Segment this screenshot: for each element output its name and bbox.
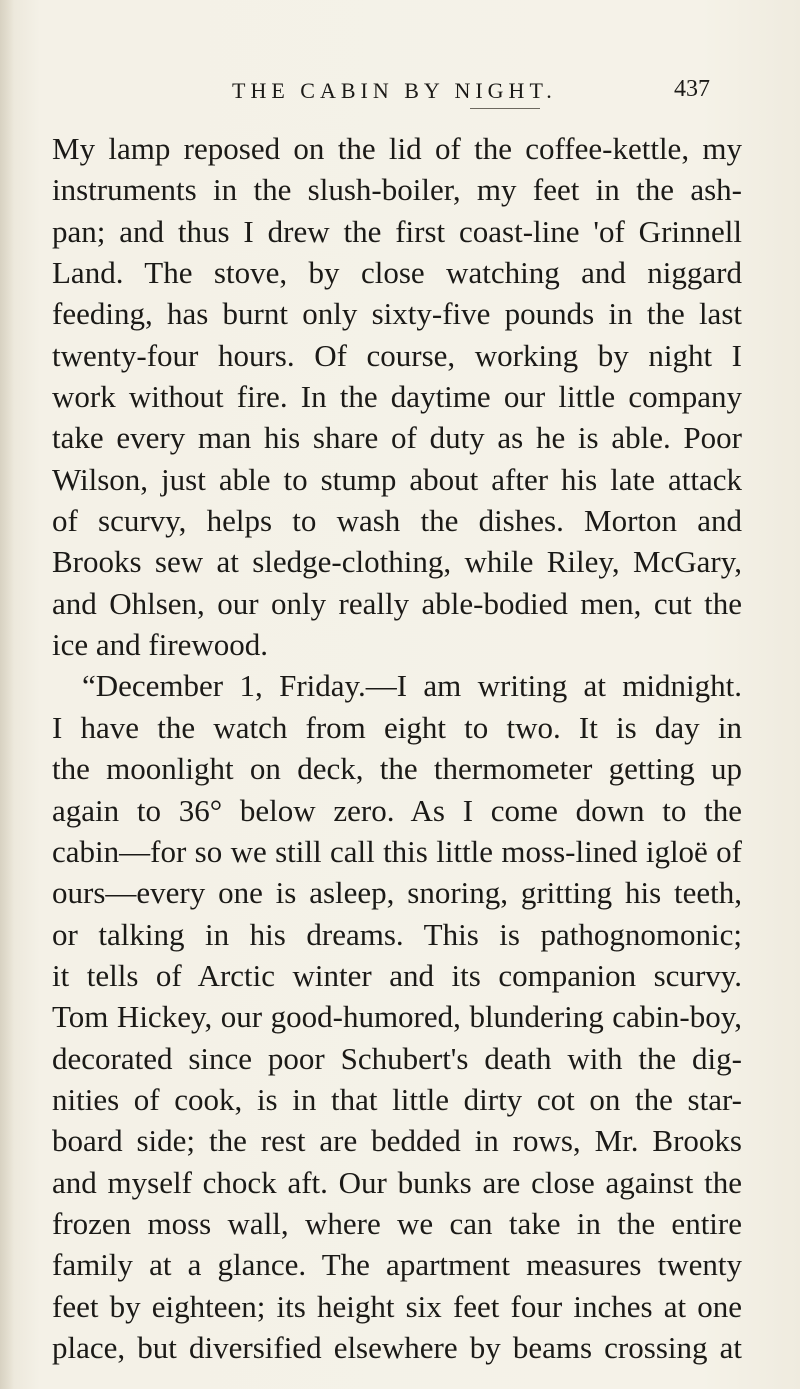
text-line: and Ohlsen, our only really able-bodied men, cut the xyxy=(52,585,742,621)
paragraph-first-line: “December 1, Friday.—I am writing at midnight. xyxy=(82,668,742,704)
text-line: pan; and thus I drew the first coast-line 'of Grinnell xyxy=(52,213,742,249)
text-line: Land. The stove, by close watching and niggard xyxy=(52,255,742,291)
text-line: Brooks sew at sledge-clothing, while Riley, McGary, xyxy=(52,544,742,580)
text-line: Wilson, just able to stump about after his late attack xyxy=(52,461,742,497)
text-line: feet by eighteen; its height six feet four inches at one xyxy=(52,1288,742,1324)
text-line: Tom Hickey, our good-humored, blundering cabin-boy, xyxy=(52,999,742,1035)
text-line: again to 36° below zero. As I come down to the xyxy=(52,792,742,828)
text-line: decorated since poor Schubert's death with the dig- xyxy=(52,1040,742,1076)
page-number: 437 xyxy=(674,76,710,102)
text-line: it tells of Arctic winter and its companion scurvy. xyxy=(52,957,742,993)
text-line: twenty-four hours. Of course, working by night I xyxy=(52,337,742,373)
text-line: ice and firewood. xyxy=(52,627,269,663)
text-line: take every man his share of duty as he is able. Poor xyxy=(52,420,742,456)
text-line: board side; the rest are bedded in rows, Mr. Brooks xyxy=(52,1123,742,1159)
text-line: of scurvy, helps to wash the dishes. Morton and xyxy=(52,503,742,539)
text-line: frozen moss wall, where we can take in the entire xyxy=(52,1205,742,1241)
text-line: My lamp reposed on the lid of the coffee-kettle, my xyxy=(52,131,742,166)
body-text xyxy=(52,128,742,1368)
text-line: the moonlight on deck, the thermometer getting up xyxy=(52,751,742,787)
text-line: feeding, has burnt only sixty-five pounds in the last xyxy=(52,296,742,332)
text-line: nities of cook, is in that little dirty cot on the star- xyxy=(52,1081,742,1117)
text-line: instruments in the slush-boiler, my feet in the ash- xyxy=(52,172,742,208)
text-line: or talking in his dreams. This is pathognomonic; xyxy=(52,916,742,952)
text-line: I have the watch from eight to two. It is day in xyxy=(52,709,742,745)
header-rule xyxy=(470,108,540,109)
running-head: THE CABIN BY NIGHT. xyxy=(232,78,557,103)
page-binding-shadow xyxy=(0,0,14,1389)
text-line: place, but diversified elsewhere by beams crossing at xyxy=(52,1329,742,1365)
text-line: cabin—for so we still call this little moss-lined igloë of xyxy=(52,833,742,869)
text-line: work without fire. In the daytime our little company xyxy=(52,379,742,415)
text-line: and myself chock aft. Our bunks are close against the xyxy=(52,1164,742,1200)
text-line: family at a glance. The apartment measures twenty xyxy=(52,1247,742,1283)
text-line: ours—every one is asleep, snoring, gritting his teeth, xyxy=(52,875,742,911)
